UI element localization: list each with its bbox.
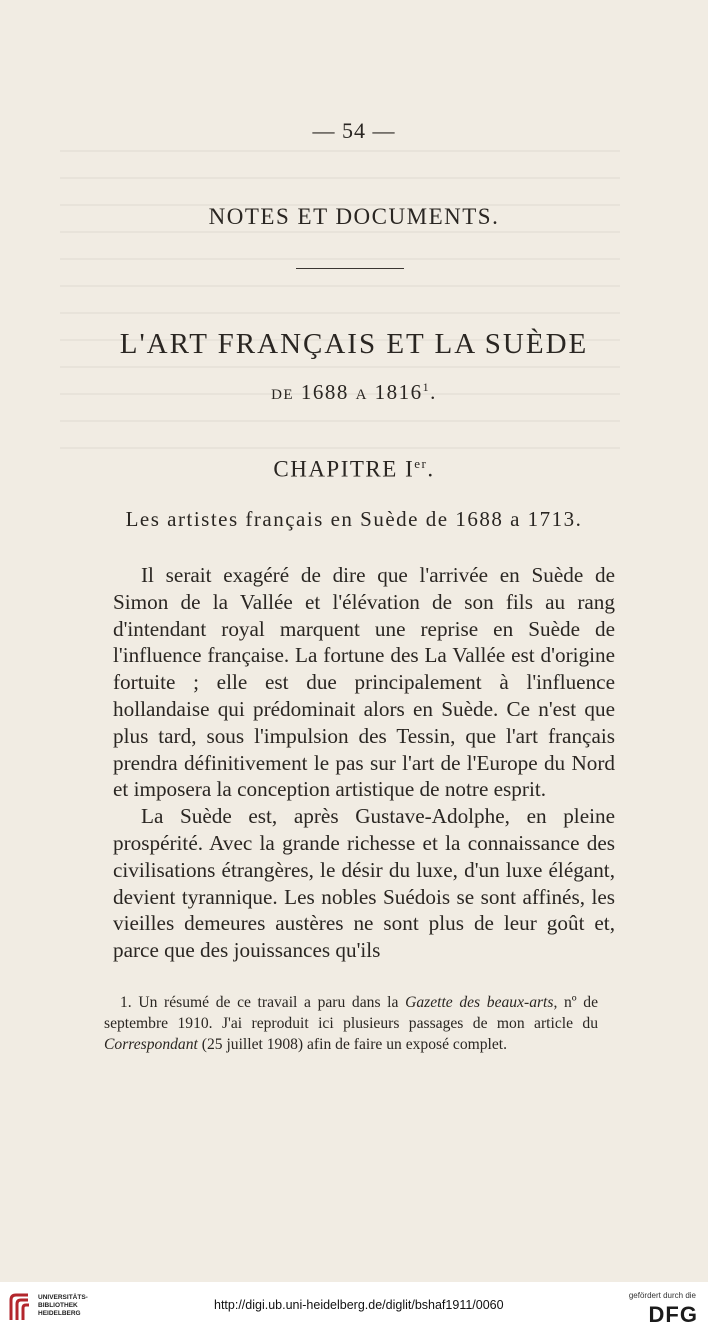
body-text <box>113 562 615 964</box>
paragraph: La Suède est, après Gustave-Adolphe, en pleine prospérité. Avec la grande richesse et la connaissance des civilisations étrangères, le désir du luxe, d'un luxe élégant, devient tyrannique. Les nobles Suédois se sont affinés, les vieilles demeures austères ne sont plus de leur goût et, parce que des jouissances qu'ils <box>113 804 615 963</box>
section-heading: NOTES ET DOCUMENTS. <box>208 204 500 229</box>
page-number: — 54 — <box>312 118 396 143</box>
footnote: 1. Un résumé de ce travail a paru dans la Gazette des beaux-arts, nº de septembre 1910. J'ai reproduit ici plusieurs passages de mon article du Correspondant (25 juillet 1908) afin de faire un exposé complet. <box>104 994 599 1053</box>
library-logo-text: UNIVERSITÄTS- BIBLIOTHEK HEIDELBERG <box>38 1294 88 1317</box>
chapter-subtitle: Les artistes français en Suède de 1688 a 1713. <box>125 507 583 531</box>
divider-rule <box>296 268 404 269</box>
source-url-link[interactable]: http://digi.ub.uni-heidelberg.de/diglit/bshaf1911/0060 <box>214 1298 504 1312</box>
footnote-ref: 1 <box>422 380 431 394</box>
article-title: L'ART FRANÇAIS ET LA SUÈDE <box>119 328 589 360</box>
funded-by-label: gefördert durch die <box>628 1291 696 1300</box>
dfg-logo: DFG <box>648 1302 698 1327</box>
article-dates: DE 1688 A 1816$^1$. <box>271 380 437 404</box>
show-through-texture <box>60 150 620 450</box>
chapter-heading: CHAPITRE Ier. <box>273 456 435 482</box>
footer-bar <box>0 1282 708 1330</box>
library-logo-icon <box>8 1292 32 1322</box>
paragraph: Il serait exagéré de dire que l'arrivée en Suède de Simon de la Vallée et l'élévation de son fils au rang d'intendant royal marquent une reprise en Suède de l'influence française. La fortune des La Vallée est d'origine fortuite ; elle est due principalement à l'influence hollandaise qui prédominait alors en Suède. Ce n'est que plus tard, sous l'impulsion des Tessin, que l'art français prendra définitivement le pas sur l'art de l'Europe du Nord et imposera la conception artistique de notre esprit. <box>113 563 615 802</box>
